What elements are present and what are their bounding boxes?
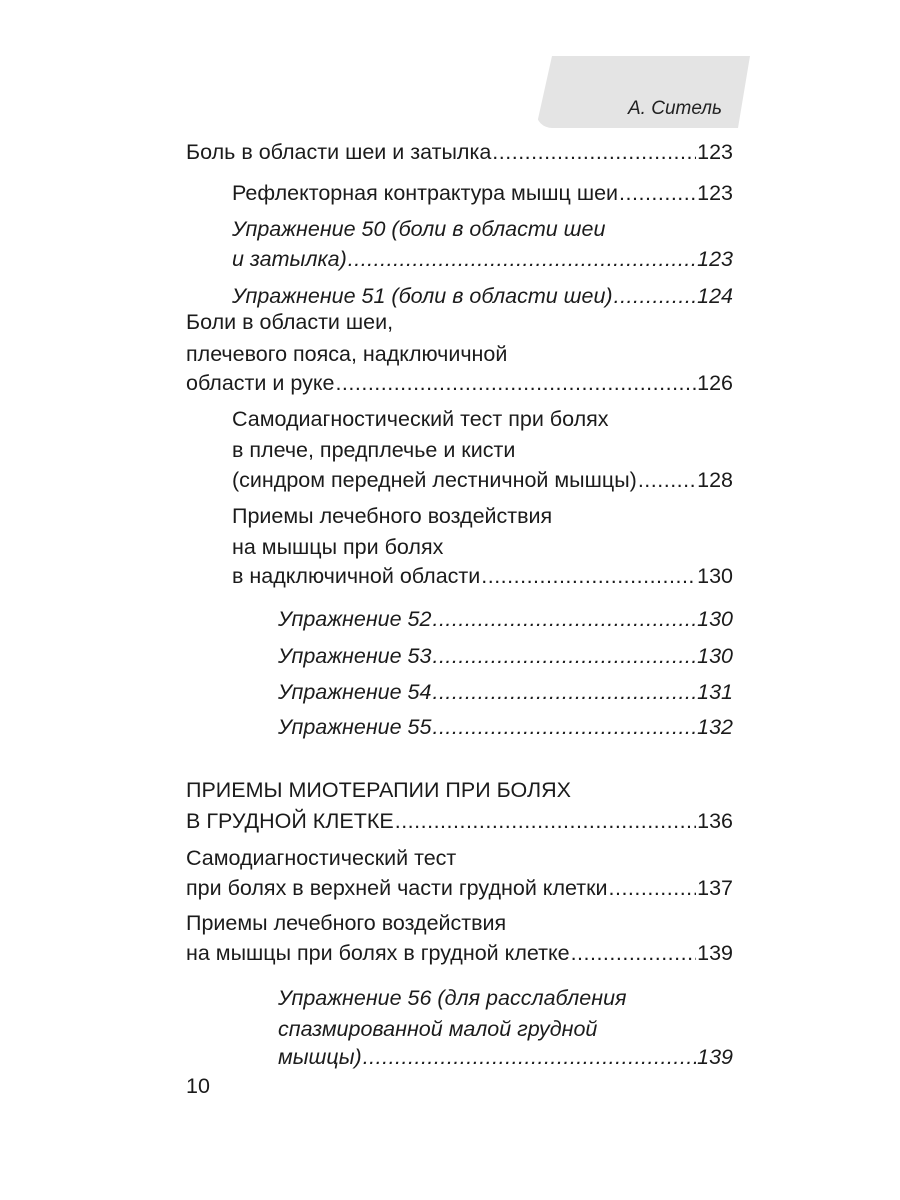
toc-entry-title: Упражнение 53 — [278, 644, 432, 668]
leader-dots — [432, 676, 696, 708]
toc-entry-page: 137 — [697, 876, 733, 900]
leader-dots — [335, 367, 696, 399]
toc-entry — [278, 640, 733, 672]
toc-entry — [186, 136, 733, 168]
page-number: 10 — [186, 1074, 210, 1098]
toc-entry — [278, 603, 733, 635]
toc-entry-line: Приемы лечебного воздействия — [186, 911, 507, 935]
leader-dots — [571, 937, 697, 969]
toc-section-heading: ПРИЕМЫ МИОТЕРАПИИ ПРИ БОЛЯХ — [186, 778, 571, 802]
toc-entry-page: 131 — [697, 680, 733, 704]
leader-dots — [481, 560, 696, 592]
toc-entry — [186, 805, 733, 837]
toc-entry-line: Самодиагностический тест при болях — [232, 407, 609, 431]
toc-entry-page: 126 — [697, 371, 733, 395]
toc-entry — [186, 367, 733, 399]
toc-entry — [186, 937, 733, 969]
toc-entry-title: на мышцы при болях в грудной клетке — [186, 941, 570, 965]
toc-entry-page: 124 — [697, 284, 733, 308]
leader-dots — [363, 1041, 696, 1073]
toc-entry-title: в надключичной области — [232, 564, 481, 588]
toc-entry-page: 123 — [697, 140, 733, 164]
toc-entry-line: Самодиагностический тест — [186, 846, 457, 870]
header-author: А. Ситель — [628, 98, 722, 119]
toc-entry — [278, 1041, 733, 1073]
toc-entry-title: Упражнение 54 — [278, 680, 432, 704]
leader-dots — [614, 280, 697, 312]
leader-dots — [432, 711, 696, 743]
leader-dots — [619, 177, 696, 209]
toc-entry-title: области и руке — [186, 371, 335, 395]
toc-entry-title: Упражнение 55 — [278, 715, 432, 739]
toc-entry-line: Приемы лечебного воздействия — [232, 504, 553, 528]
leader-dots — [432, 640, 696, 672]
toc-entry-page: 139 — [697, 941, 733, 965]
leader-dots — [395, 805, 696, 837]
toc-entry — [232, 177, 733, 209]
toc-entry-title: Рефлекторная контрактура мышц шеи — [232, 181, 619, 205]
toc-entry-page: 128 — [697, 468, 733, 492]
toc-entry-line: Боли в области шеи, — [186, 310, 394, 334]
toc-entry-line: плечевого пояса, надключичной — [186, 342, 508, 366]
toc-entry-title: при болях в верхней части грудной клетки — [186, 876, 608, 900]
toc-entry-title: мышцы) — [278, 1045, 362, 1069]
leader-dots — [638, 464, 696, 496]
toc-entry-title: (синдром передней лестничной мышцы) — [232, 468, 637, 492]
toc-entry-page: 130 — [697, 564, 733, 588]
toc-entry — [186, 872, 733, 904]
toc-entry-page: 136 — [697, 809, 733, 833]
toc-entry-line: Упражнение 50 (боли в области шеи — [232, 217, 606, 241]
toc-entry-title: Упражнение 52 — [278, 607, 432, 631]
toc-entry-title: и затылка) — [232, 247, 347, 271]
toc-entry-page: 123 — [697, 247, 733, 271]
toc-entry-line: Упражнение 56 (для расслабления — [278, 986, 627, 1010]
toc-entry-page: 130 — [697, 607, 733, 631]
toc-entry — [278, 711, 733, 743]
leader-dots — [492, 136, 696, 168]
toc-entry-page: 123 — [697, 181, 733, 205]
toc-entry-page: 139 — [697, 1045, 733, 1069]
leader-dots — [348, 243, 696, 275]
toc-entry-page: 130 — [697, 644, 733, 668]
toc-entry-page: 132 — [697, 715, 733, 739]
toc-entry-line: на мышцы при болях — [232, 535, 444, 559]
toc-entry — [232, 243, 733, 275]
toc-entry-title: В ГРУДНОЙ КЛЕТКЕ — [186, 809, 394, 833]
toc-entry-title: Упражнение 51 (боли в области шеи) — [232, 284, 613, 308]
toc-entry — [278, 676, 733, 708]
toc-entry-line: в плече, предплечье и кисти — [232, 438, 516, 462]
toc-entry-line: спазмированной малой грудной — [278, 1017, 598, 1041]
toc-entry — [232, 560, 733, 592]
toc-entry-title: Боль в области шеи и затылка — [186, 140, 492, 164]
toc-entry — [232, 464, 733, 496]
leader-dots — [609, 872, 697, 904]
leader-dots — [432, 603, 696, 635]
